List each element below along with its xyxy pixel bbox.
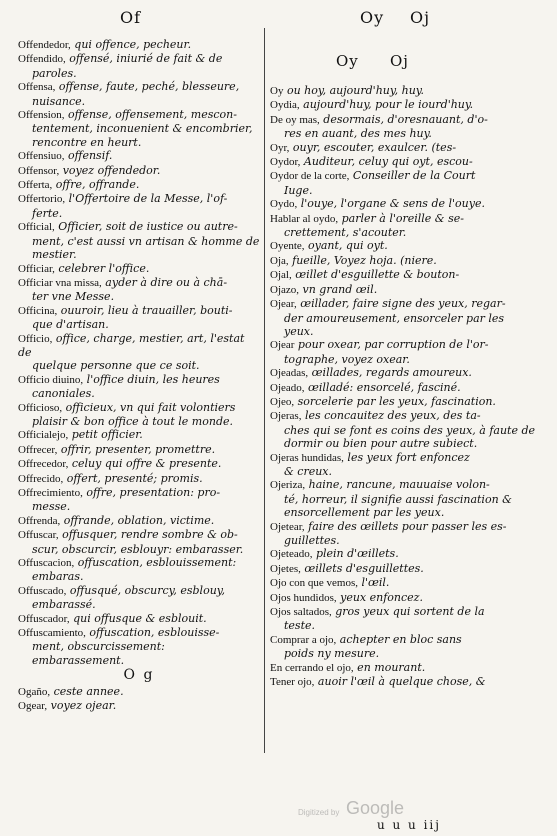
definition: offre, presentation: pro- <box>82 486 221 499</box>
definition: ouyr, escouter, exaulcer. (tes- <box>289 140 457 154</box>
running-head-left: Of <box>120 8 142 27</box>
dictionary-entry <box>270 605 536 633</box>
dictionary-entry <box>270 338 536 366</box>
dictionary-entry <box>18 80 260 108</box>
dictionary-entry <box>18 262 260 276</box>
definition-continuation: guillettes. <box>284 534 340 547</box>
definition-continuation: messe. <box>32 500 71 514</box>
headword: Ojeras hundidas, <box>270 451 344 464</box>
dictionary-entry <box>18 612 260 626</box>
definition: offert, presenté; promis. <box>63 471 203 485</box>
definition: offensé, iniurié de fait & de <box>65 52 223 66</box>
definition-continuation: Iuge. <box>284 183 313 197</box>
dictionary-entry <box>270 381 536 395</box>
headword: Offuscar, <box>18 529 59 542</box>
definition-continuation: der amoureusement, ensorceler par les yeux. <box>284 311 505 338</box>
headword: Offuscamiento, <box>18 627 86 640</box>
dictionary-entry <box>18 332 260 373</box>
headword: Oydor de la corte, <box>270 170 350 183</box>
definition-continuation: tentement, inconuenient & encombrier, rencontre en heurt. <box>32 122 253 149</box>
headword: Offrecimiento, <box>18 487 83 499</box>
definition-continuation: té, horreur, il signifie aussi fascination & ensorcellement par les yeux. <box>284 492 512 520</box>
headword: Ojeadas, <box>270 367 309 380</box>
running-head-right-b: Oj <box>410 8 431 27</box>
dictionary-entry <box>270 283 536 297</box>
definition: sorcelerie par les yeux, fascination. <box>294 394 496 408</box>
headword: De oy mas, <box>270 113 320 126</box>
dictionary-entry <box>270 478 536 519</box>
headword: Ojazo, <box>270 283 300 296</box>
definition-continuation: paroles. <box>32 66 77 80</box>
dictionary-entry <box>270 576 536 590</box>
dictionary-entry <box>270 212 536 240</box>
definition: ceste annee. <box>50 684 124 698</box>
definition: qui offusque & esblouit. <box>69 611 207 625</box>
dictionary-entry <box>18 276 260 304</box>
headword: Offendido, <box>18 53 66 66</box>
headword: Officioso, <box>18 401 63 414</box>
headword: Oydo, <box>270 198 298 211</box>
dictionary-entry <box>18 626 260 667</box>
definition-continuation: plaisir & bon office à tout le monde. <box>32 414 233 428</box>
dictionary-entry <box>18 52 260 80</box>
right-subheader-a: Oy <box>336 52 359 70</box>
headword: Ojos hundidos, <box>270 591 337 604</box>
definition: offre, offrande. <box>52 178 140 192</box>
definition: achepter en bloc sans <box>336 632 462 646</box>
definition-continuation: canoniales. <box>32 387 95 401</box>
definition-continuation: ment, obscurcissement: embarassement. <box>32 640 165 667</box>
dictionary-entry <box>270 520 536 548</box>
headword: Offrenda, <box>18 514 61 527</box>
headword: Officiar vna missa, <box>18 276 102 289</box>
dictionary-entry <box>270 591 536 605</box>
definition: celebrer l'office. <box>54 261 150 275</box>
headword: Offerta, <box>18 179 53 192</box>
dictionary-entry <box>18 472 260 486</box>
headword: Comprar a ojo, <box>270 633 337 646</box>
headword: Ojeras, <box>270 410 302 423</box>
dictionary-entry <box>18 685 260 699</box>
headword: Ojetear, <box>270 520 305 533</box>
headword: Ojetes, <box>270 562 301 575</box>
dictionary-entry <box>18 164 260 178</box>
dictionary-entry <box>18 38 260 52</box>
left-column <box>18 38 260 714</box>
dictionary-entry <box>270 239 536 253</box>
definition: pour oxear, par corruption de l'or- <box>294 338 489 352</box>
dictionary-entry <box>270 98 536 112</box>
definition: faire des œillets pour passer les es- <box>304 519 507 533</box>
definition: œillets d'esguillettes. <box>300 561 424 575</box>
definition: offrande, oblation, victime. <box>60 513 215 527</box>
definition-continuation: & creux. <box>284 464 333 478</box>
headword: Ojeado, <box>270 381 305 394</box>
definition: offuscation, esblouisse- <box>85 626 220 640</box>
definition-continuation: nuisance. <box>32 94 86 108</box>
watermark-brand: Google <box>346 798 405 818</box>
dictionary-entry <box>270 254 536 268</box>
definition-continuation: teste. <box>284 619 316 633</box>
definition-continuation: res en auant, des mes huy. <box>284 127 432 141</box>
headword: Offensor, <box>18 164 60 177</box>
dictionary-entry <box>270 395 536 409</box>
dictionary-entry <box>270 675 536 689</box>
dictionary-entry <box>18 149 260 163</box>
dictionary-entry <box>270 84 536 98</box>
definition-continuation: quelque personne que ce soit. <box>32 359 200 373</box>
definition: offuscation, esblouissement: <box>74 556 237 570</box>
headword: Oydia, <box>270 99 300 112</box>
headword: Ojeo, <box>270 395 295 408</box>
dictionary-entry <box>18 192 260 220</box>
headword: Ogaño, <box>18 685 51 698</box>
headword: Official, <box>18 221 55 234</box>
dictionary-entry <box>18 373 260 401</box>
headword: Offuscacion, <box>18 557 75 570</box>
definition-continuation: crettement, s'acouter. <box>284 226 407 240</box>
headword: Officialejo, <box>18 429 69 442</box>
dictionary-entry <box>18 220 260 261</box>
definition: plein d'œillets. <box>312 547 399 561</box>
dictionary-entry <box>270 633 536 661</box>
definition-continuation: que d'artisan. <box>32 318 109 332</box>
definition: oyant, qui oyt. <box>304 239 388 253</box>
dictionary-entry <box>270 366 536 380</box>
definition: l'office diuin, les heures <box>83 372 220 386</box>
definition: qui offence, pecheur. <box>70 38 192 51</box>
dictionary-entry <box>270 155 536 169</box>
dictionary-entry <box>270 169 536 197</box>
headword: Ojear, <box>270 298 297 311</box>
headword: Oy <box>270 85 284 97</box>
dictionary-entry <box>270 547 536 561</box>
definition: offrir, presenter, promettre. <box>57 442 216 456</box>
dictionary-entry <box>18 584 260 612</box>
definition: l'Offertoire de la Messe, l'of- <box>65 192 228 206</box>
definition: fueille, Voyez hoja. (niere. <box>288 253 437 267</box>
headword: Hablar al oydo, <box>270 212 339 225</box>
definition: auoir l'œil à quelque chose, & <box>314 675 486 689</box>
definition: offensif. <box>64 149 113 163</box>
dictionary-entry <box>270 268 536 282</box>
dictionary-entry <box>270 451 536 479</box>
definition: l'ouye, l'organe & sens de l'ouye. <box>297 197 485 211</box>
definition: voyez offendedor. <box>59 163 161 177</box>
definition: ayder à dire ou à chā- <box>101 275 228 289</box>
headword: Ojear <box>270 339 295 352</box>
signature-mark: u u u iij <box>376 818 441 832</box>
dictionary-entry <box>270 562 536 576</box>
headword: Oydor, <box>270 156 301 169</box>
definition: offusquer, rendre sombre & ob- <box>58 528 238 542</box>
dictionary-entry <box>270 409 536 450</box>
dictionary-entry <box>18 108 260 149</box>
headword: Officina, <box>18 304 58 317</box>
headword: En cerrando el ojo, <box>270 661 354 674</box>
dictionary-entry <box>18 457 260 471</box>
right-subheader-b: Oj <box>390 52 409 70</box>
headword: Offrecedor, <box>18 458 69 471</box>
headword: Offrecido, <box>18 472 64 485</box>
definition: Conseiller de la Court <box>349 169 476 183</box>
definition: parler à l'oreille & se- <box>338 211 464 225</box>
definition: voyez ojear. <box>47 699 117 713</box>
definition: vn grand œil. <box>299 282 378 296</box>
definition-continuation: tographe, voyez oxear. <box>284 352 410 366</box>
watermark-prefix: Digitized by <box>298 808 340 817</box>
headword: Officio diuino, <box>18 373 84 386</box>
definition: l'œil. <box>357 576 390 590</box>
headword: Ojos saltados, <box>270 606 332 619</box>
headword: Ogear, <box>18 700 48 713</box>
dictionary-entry <box>18 178 260 192</box>
dictionary-entry <box>18 401 260 429</box>
definition: œillader, faire signe des yeux, regar- <box>296 297 506 311</box>
definition: les concauitez des yeux, des ta- <box>301 409 481 423</box>
definition: œillet d'esguillette & bouton- <box>291 268 460 282</box>
definition-continuation: ches qui se font es coins des yeux, à faute de dormir ou bien pour autre subiect. <box>284 423 536 451</box>
headword: Offertorio, <box>18 193 66 206</box>
column-divider <box>264 28 265 753</box>
definition: Officier, soit de iustice ou autre- <box>54 220 238 234</box>
headword: Offuscado, <box>18 584 67 597</box>
dictionary-entry <box>18 486 260 514</box>
dictionary-entry <box>270 141 536 155</box>
definition: Auditeur, celuy qui oyt, escou- <box>300 155 473 169</box>
dictionary-entry <box>18 428 260 442</box>
headword: Tener ojo, <box>270 676 315 689</box>
running-head-right-a: Oy <box>360 8 385 27</box>
headword: Ojeriza, <box>270 479 306 492</box>
dictionary-entry <box>18 443 260 457</box>
section-heading-og: O g <box>123 667 155 684</box>
headword: Offensiuo, <box>18 150 65 163</box>
definition: haine, rancune, mauuaise volon- <box>305 478 490 492</box>
definition-continuation: poids ny mesure. <box>284 647 380 661</box>
definition: gros yeux qui sortent de la <box>331 605 485 619</box>
dictionary-entry <box>18 556 260 584</box>
definition: celuy qui offre & presente. <box>68 457 222 471</box>
definition: aujourd'huy, pour le iourd'huy. <box>299 98 474 112</box>
dictionary-entry <box>18 514 260 528</box>
definition: desormais, d'oresnauant, d'o- <box>319 112 488 126</box>
definition-continuation: ter vne Messe. <box>32 290 115 304</box>
headword: Offuscador, <box>18 612 70 625</box>
headword: Offrecer, <box>18 443 58 456</box>
definition: œilladé: ensorcelé, fasciné. <box>304 380 461 394</box>
definition: en mourant. <box>353 660 426 674</box>
headword: Offension, <box>18 109 65 122</box>
definition: yeux enfoncez. <box>336 590 423 604</box>
headword: Oyr, <box>270 141 290 154</box>
definition: ouuroir, lieu à trauailler, bouti- <box>57 303 233 317</box>
definition: officieux, vn qui fait volontiers <box>62 400 236 414</box>
definition: les yeux fort enfoncez <box>343 450 470 464</box>
definition: œillades, regards amoureux. <box>308 366 472 380</box>
headword: Officiar, <box>18 262 55 275</box>
dictionary-entry <box>18 699 260 713</box>
definition: offense, offensement, mescon- <box>64 108 237 122</box>
definition: office, charge, mestier, art, l'estat de <box>18 331 245 359</box>
dictionary-entry <box>18 528 260 556</box>
dictionary-entry <box>270 661 536 675</box>
definition: offusqué, obscurcy, esblouy, <box>66 583 226 597</box>
digitized-by-google-watermark <box>298 798 418 826</box>
headword: Ojal, <box>270 269 292 282</box>
headword: Officio, <box>18 332 53 345</box>
headword: Oja, <box>270 254 289 267</box>
definition: offense, faute, peché, blesseure, <box>55 80 240 94</box>
headword: Oyente, <box>270 240 305 253</box>
definition-continuation: scur, obscurcir, esblouyr: embarasser. <box>32 542 244 556</box>
definition-continuation: ment, c'est aussi vn artisan & homme de mestier. <box>32 234 260 262</box>
dictionary-entry <box>270 297 536 338</box>
headword: Offensa, <box>18 81 56 94</box>
dictionary-entry <box>270 197 536 211</box>
right-column <box>270 84 536 689</box>
definition: ou hoy, aujourd'huy, huy. <box>283 84 425 97</box>
headword: Offendedor, <box>18 39 71 51</box>
dictionary-entry <box>270 113 536 141</box>
definition: petit officier. <box>68 428 143 442</box>
headword: Ojo con que vemos, <box>270 577 358 590</box>
definition-continuation: embaras. <box>32 570 84 584</box>
definition-continuation: ferte. <box>32 206 63 220</box>
headword: Ojeteado, <box>270 548 313 561</box>
dictionary-entry <box>18 304 260 332</box>
definition-continuation: embarassé. <box>32 598 96 612</box>
